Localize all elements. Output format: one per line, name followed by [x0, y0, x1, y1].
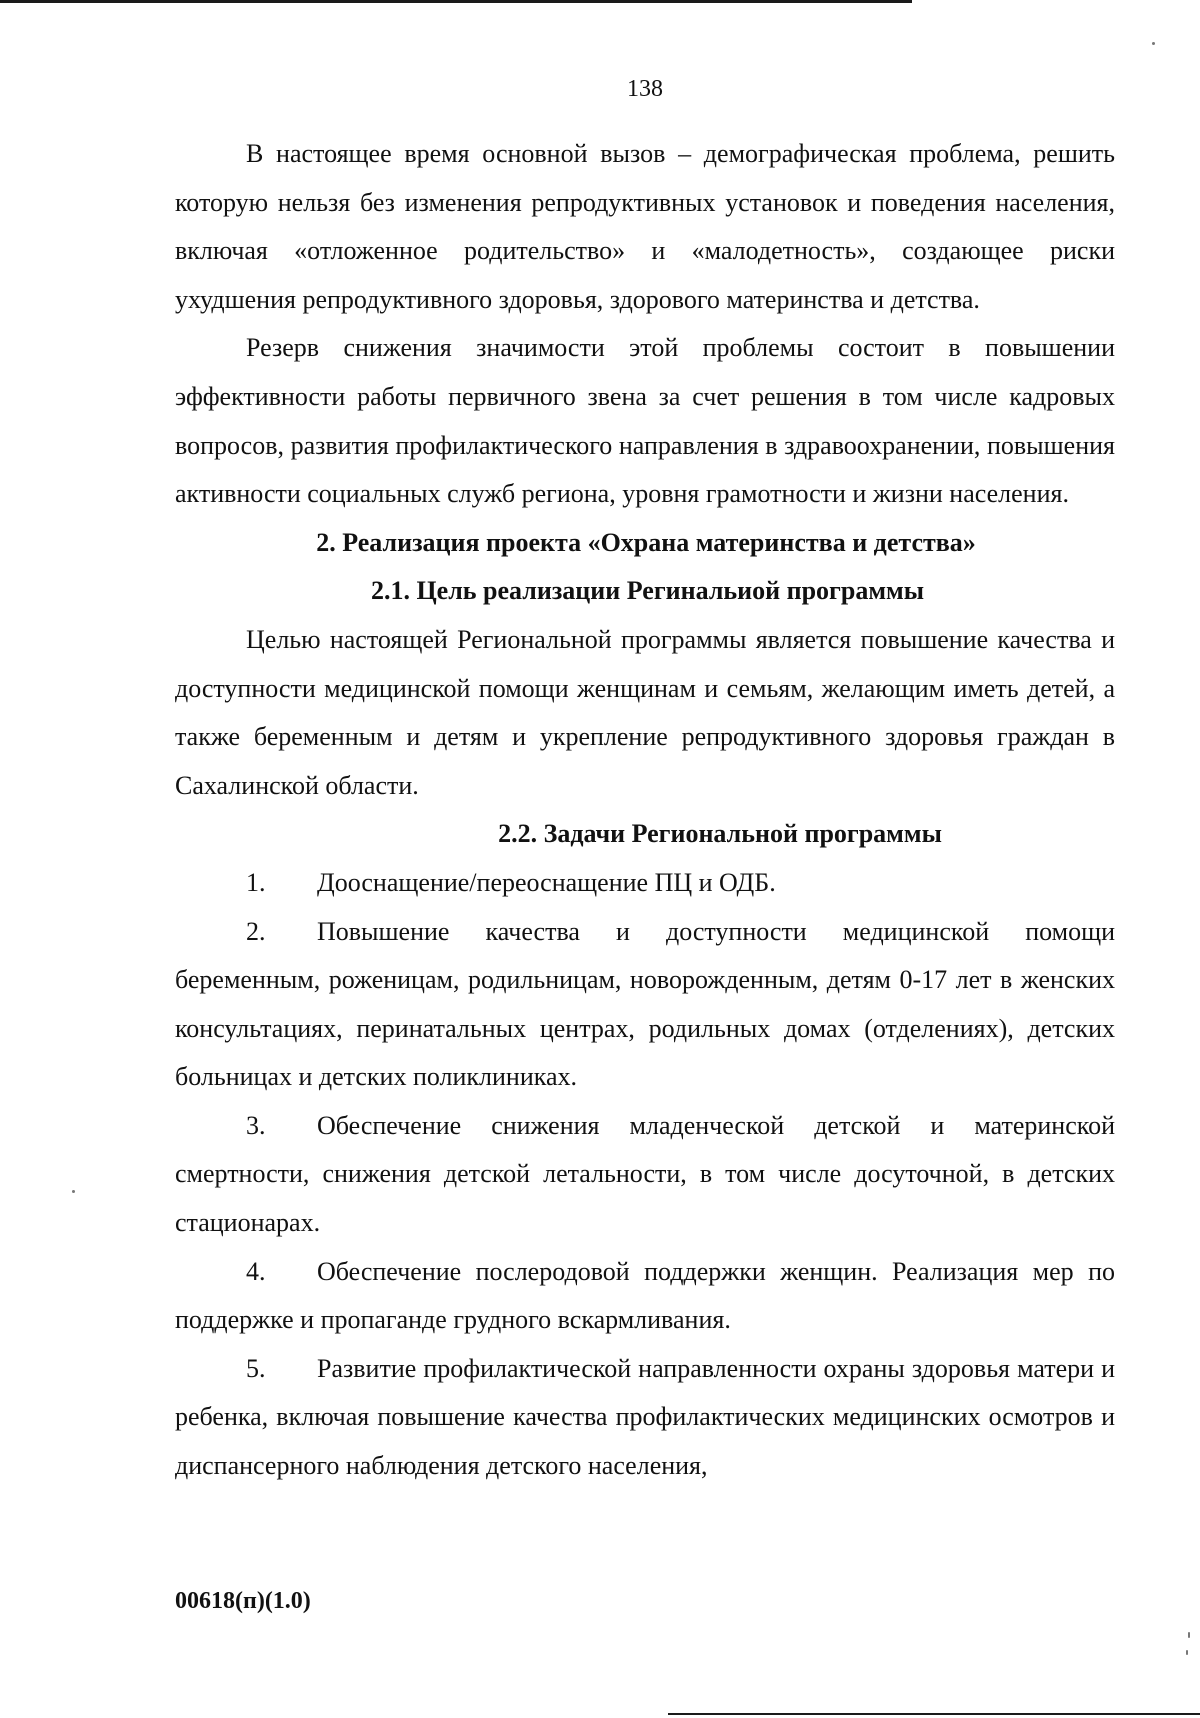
task-number: 2. [246, 916, 266, 946]
task-item [175, 1102, 1115, 1248]
subsection-tasks-heading: 2.2. Задачи Региональной программы [498, 819, 942, 849]
task-number: 5. [246, 1353, 266, 1383]
paragraph-reserve: Резерв снижения значимости этой проблемы состоит в повышении эффективности работы первичного звена за счет решения в том числе кадровых вопросов, развития профилактического направления в здравоохранении, повышения активности социальных служб региона, уровня грамотности и жизни населения. [175, 333, 1115, 509]
section-heading: 2. Реализация проекта «Охрана материнства и детства» [316, 527, 976, 557]
task-text: Дооснащение/переоснащение ПЦ и ОДБ. [317, 867, 776, 897]
document-body [175, 130, 1115, 1491]
task-text: Развитие профилактической направленности охраны здоровья матери и ребенка, включая повышение качества профилактических медицинских осмотров и диспансерного наблюдения детского населения, [175, 1353, 1115, 1481]
scan-speck [72, 1190, 75, 1193]
subsection-goal-heading: 2.1. Цель реализации Регинальиой программы [370, 576, 925, 606]
paragraph-demographic-challenge: В настоящее время основной вызов – демографическая проблема, решить которую нельзя без изменения репродуктивных установок и поведения населения, включая «отложенное родительство» и «малодетность», создающее риски ухудшения репродуктивного здоровья, здорового материнства и детства. [175, 139, 1115, 314]
page-number: 138 [627, 76, 663, 102]
task-item [175, 859, 1115, 908]
task-item [175, 1248, 1115, 1345]
paragraph-goal: Целью настоящей Региональной программы является повышение качества и доступности медицинской помощи женщинам и семьям, желающим иметь детей, а также беременным и детям и укрепление репродуктивного здоровья граждан в Сахалинской области. [175, 624, 1115, 800]
task-text: Повышение качества и доступности медицинской помощи беременным, роженицам, родильницам, новорожденным, детям 0-17 лет в женских консультациях, перинатальных центрах, родильных домах (отделениях), детских больницах и детских поликлиниках. [175, 916, 1115, 1092]
task-item [175, 908, 1115, 1102]
task-text: Обеспечение послеродовой поддержки женщин. Реализация мер по поддержке и пропаганде грудного вскармливания. [175, 1256, 1115, 1335]
task-item [175, 1345, 1115, 1491]
scan-speck [1186, 1650, 1188, 1655]
document-code: 00618(п)(1.0) [175, 1588, 311, 1614]
scan-speck [1188, 1632, 1190, 1638]
scan-speck [1152, 42, 1155, 45]
task-number: 1. [246, 867, 266, 897]
task-text: Обеспечение снижения младенческой детской и материнской смертности, снижения детской летальности, в том числе досуточной, в детских стационарах. [175, 1110, 1115, 1238]
bottom-border-line [668, 1713, 1200, 1715]
task-number: 4. [246, 1256, 266, 1286]
top-border-line [0, 0, 912, 3]
task-number: 3. [246, 1110, 266, 1140]
